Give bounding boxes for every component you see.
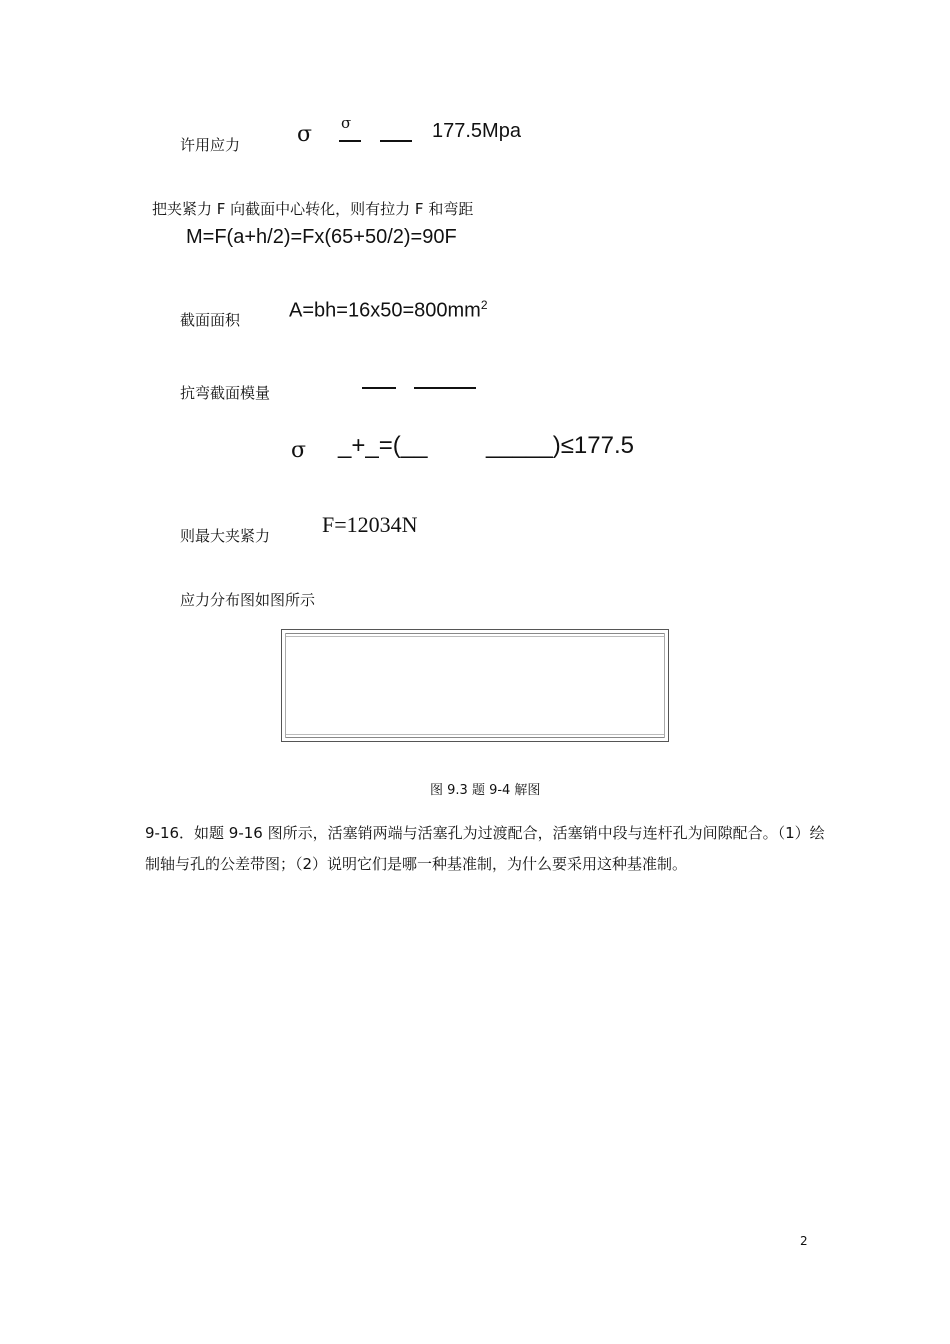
figure-inner-line [285,633,665,634]
condition-tail: _____)≤177.5 [486,432,634,459]
transform-text: 把夹紧力 F 向截面中心转化，则有拉力 F 和弯距 [152,200,474,218]
distribution-label: 应力分布图如图所示 [180,591,316,609]
problem-paragraph: 9-16．如题 9-16 图所示，活塞销两端与活塞孔为过渡配合，活塞销中段与连杆孔为间隙配合。（1）绘制轴与孔的公差带图；（2）说明它们是哪一种基准制，为什么要采用这种基准制。 [145,824,825,873]
figure-caption: 图 9.3 题 9-4 解图 [430,783,541,798]
area-label: 截面面积 [180,311,241,329]
fraction-bar [414,387,476,389]
allow-stress-value: 177.5Mpa [432,120,521,142]
figure-inner-edge [285,633,286,738]
area-exponent: 2 [480,298,488,312]
fraction-bar [362,387,396,389]
stress-distribution-figure [281,629,669,742]
figure-inner-line [285,636,665,637]
page-number: 2 [800,1234,808,1248]
condition-expr: _+_=(__ [338,432,428,459]
figure-inner-edge [664,633,665,738]
sigma-symbol: σ [297,122,313,147]
figure-inner-line [285,737,665,738]
figure-inner-line [285,734,665,735]
area-formula [289,298,488,323]
modulus-label: 抗弯截面模量 [180,384,271,402]
fraction-bar [339,140,361,142]
area-formula-text: A=bh=16x50=800mm [289,299,481,322]
max-force-value: F=12034N [322,512,418,537]
max-force-label: 则最大夹紧力 [180,527,271,545]
sigma-fraction-numerator: σ [341,114,352,132]
fraction-bar [380,140,412,142]
moment-formula: M=F(a+h/2)=Fx(65+50/2)=90F [186,226,457,248]
sigma-symbol: σ [291,438,307,463]
allow-stress-label: 许用应力 [180,136,241,154]
